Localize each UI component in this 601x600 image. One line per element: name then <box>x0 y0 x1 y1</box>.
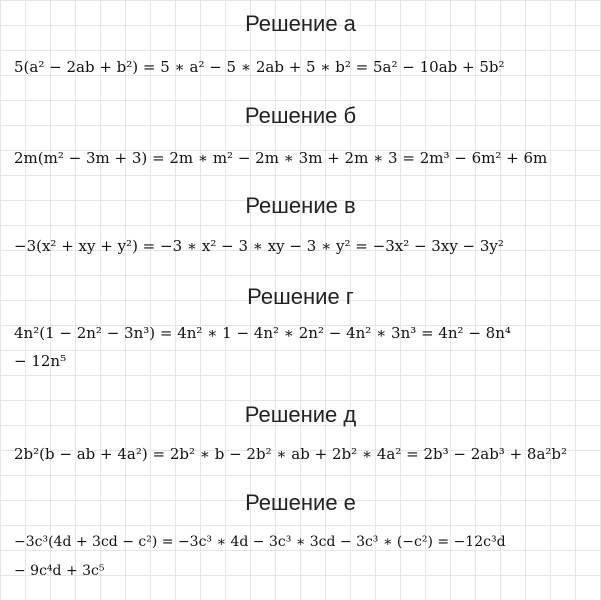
equation-v-line-1: −3(x² + xy + y²) = −3 ∗ x² − 3 ∗ xy − 3 ∗ y² = −3x² − 3xy − 3y² <box>14 237 504 255</box>
equation-d-line-1: 2b²(b − ab + 4a²) = 2b² ∗ b − 2b² ∗ ab + 2b² ∗ 4a² = 2b³ − 2ab³ + 8a²b² <box>14 445 568 463</box>
equation-e-line-1: −3c³(4d + 3cd − c²) = −3c³ ∗ 4d − 3c³ ∗ 3cd − 3c³ ∗ (−c²) = −12c³d <box>14 534 506 550</box>
heading-v: Решение в <box>245 193 356 218</box>
equation-g-line-2: − 12n⁵ <box>14 352 67 370</box>
heading-g: Решение г <box>247 284 354 309</box>
equation-e-line-2: − 9c⁴d + 3c⁵ <box>14 563 105 579</box>
heading-b: Решение б <box>244 103 357 128</box>
heading-a: Решение а <box>245 11 356 36</box>
heading-e: Решение е <box>245 490 356 515</box>
equation-a-line-1: 5(a² − 2ab + b²) = 5 ∗ a² − 5 ∗ 2ab + 5 ∗ b² = 5a² − 10ab + 5b² <box>14 58 505 76</box>
equation-b-line-1: 2m(m² − 3m + 3) = 2m ∗ m² − 2m ∗ 3m + 2m ∗ 3 = 2m³ − 6m² + 6m <box>14 149 548 167</box>
heading-d: Решение д <box>244 402 357 427</box>
equation-g-line-1: 4n²(1 − 2n² − 3n³) = 4n² ∗ 1 − 4n² ∗ 2n² − 4n² ∗ 3n³ = 4n² − 8n⁴ <box>14 324 511 342</box>
